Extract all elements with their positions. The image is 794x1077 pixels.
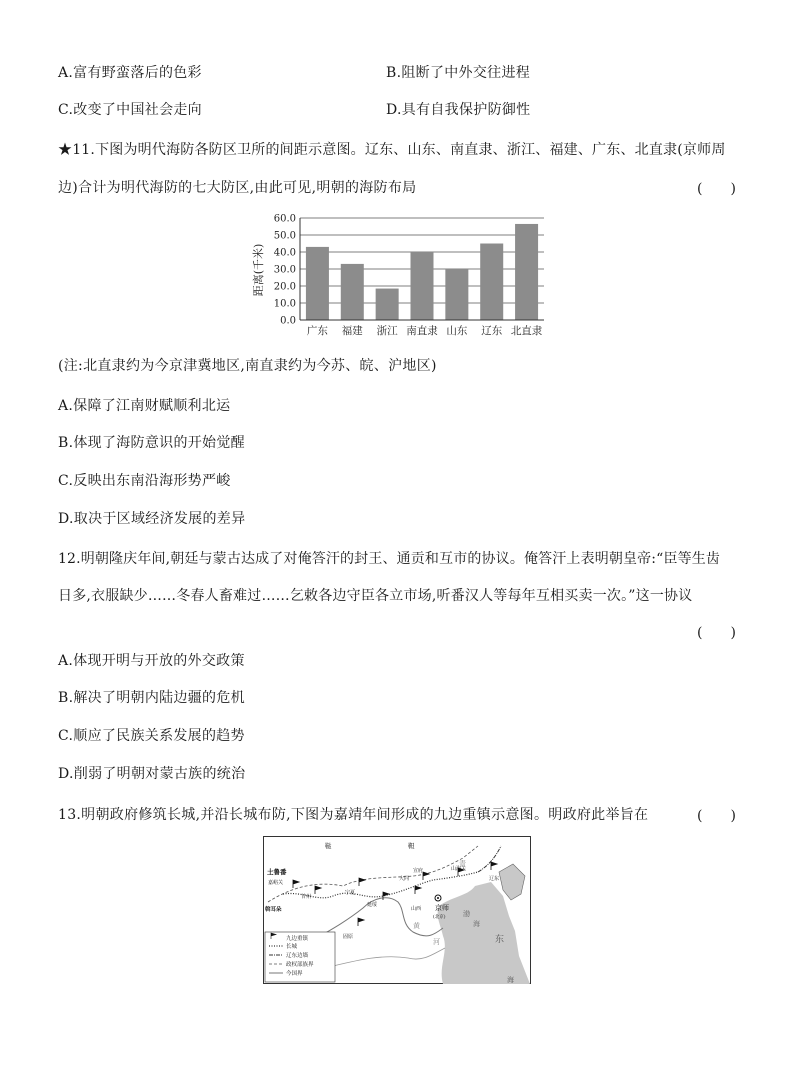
q11-answer-paren[interactable]: ( ): [697, 181, 736, 197]
map-label-wula: 斡耳朵: [265, 907, 282, 913]
q12-option-a[interactable]: A.体现开明与开放的外交政策: [58, 653, 245, 669]
map-label-liaodong: 辽东: [489, 876, 500, 882]
map-label-xuanfu: 宣府: [413, 868, 424, 874]
map-label-bo: 渤: [463, 910, 470, 918]
q10-option-c[interactable]: C.改变了中国社会走向: [58, 102, 202, 118]
q12-option-b[interactable]: B.解决了明朝内陆边疆的危机: [58, 690, 245, 706]
chart-y-axis-label: 距离(千米): [252, 243, 265, 297]
nine-border-garrisons-map: [263, 836, 531, 984]
chart-y-ticks: [274, 214, 296, 327]
q13-stem: 13.明朝政府修筑长城,并沿长城布防,下图为嘉靖年间形成的九边重镇示意图。明政府此举旨在: [58, 807, 649, 823]
map-label-ningxia: 宁夏: [345, 890, 356, 896]
chart-bar: [376, 289, 399, 320]
q10-option-d[interactable]: D.具有自我保护防御性: [386, 102, 531, 118]
chart-x-tick-label: 山东: [446, 325, 468, 337]
q13-answer-paren[interactable]: ( ): [697, 808, 736, 824]
chart-bar: [515, 224, 538, 320]
map-label-jiayuguan: 嘉峪关: [268, 880, 284, 886]
chart-y-tick-label: 10.0: [273, 298, 296, 310]
chart-x-tick-label: 福建: [341, 325, 363, 337]
q11-bar-chart: [248, 208, 548, 348]
chart-x-tick-label: 广东: [306, 325, 328, 337]
chart-bar: [410, 252, 433, 320]
q11-option-b[interactable]: B.体现了海防意识的开始觉醒: [58, 435, 245, 451]
map-label-hai: 海: [507, 976, 514, 984]
q12-stem-line2: 日多,衣服缺少……冬春人畜难过……乞敕各边守臣各立市场,听番汉人等每年互相买卖一次。”这一协议: [58, 588, 693, 604]
chart-x-tick-label: 北直隶: [510, 325, 543, 337]
chart-bar: [480, 244, 503, 321]
map-label-tatar2: 靼: [408, 842, 415, 850]
map-label-yansui: 延绥: [367, 902, 378, 908]
map-label-jingshi: 京师: [435, 904, 449, 912]
chart-x-tick-label: 辽东: [481, 325, 503, 337]
legend-great-wall: 长城: [286, 944, 298, 950]
chart-bar: [306, 247, 329, 320]
q12-answer-paren[interactable]: ( ): [697, 625, 736, 641]
map-label-river: 河: [433, 938, 440, 946]
q11-stem-line2: 边)合计为明代海防的七大防区,由此可见,明朝的海防布局: [58, 180, 417, 196]
chart-y-tick-label: 50.0: [273, 230, 296, 242]
legend-political-boundary: 政权部族界: [286, 962, 314, 968]
map-label-ganzhou: 甘州: [301, 894, 312, 900]
chart-x-ticks: [307, 324, 543, 337]
map-label-tulufan: 土鲁番: [267, 868, 287, 876]
q10-option-a[interactable]: A.富有野蛮落后的色彩: [58, 65, 202, 81]
chart-y-tick-label: 40.0: [273, 247, 296, 259]
map-label-shanxi: 山西: [411, 906, 422, 912]
legend-garrison: 九边重镇: [286, 936, 309, 942]
map-label-guyuan: 固原: [343, 934, 354, 940]
map-legend: [265, 932, 335, 982]
chart-x-tick-label: 浙江: [376, 325, 398, 337]
q10-option-b[interactable]: B.阻断了中外交往进程: [386, 65, 531, 81]
chart-y-tick-label: 0.0: [280, 315, 296, 327]
chart-bar: [341, 264, 364, 320]
q11-stem-line1: ★11.下图为明代海防各防区卫所的间距示意图。辽东、山东、南直隶、浙江、福建、广东、北直隶(京师周: [58, 142, 726, 158]
map-label-qingzang: 青: [459, 860, 466, 868]
q11-note: (注:北直隶约为今京津冀地区,南直隶约为今苏、皖、沪地区): [58, 358, 437, 374]
chart-bars: [306, 224, 538, 320]
chart-y-tick-label: 60.0: [273, 213, 296, 225]
map-label-tatar: 鞑: [325, 842, 332, 850]
q12-stem-line1: 12.明朝隆庆年间,朝廷与蒙古达成了对俺答汗的封王、通贡和互市的协议。俺答汗上表明朝皇帝:“臣等生齿: [58, 551, 721, 567]
chart-bar: [445, 269, 468, 320]
q12-option-c[interactable]: C.顺应了民族关系发展的趋势: [58, 728, 245, 744]
chart-y-tick-label: 30.0: [273, 264, 296, 276]
chart-x-tick-label: 南直隶: [406, 325, 438, 337]
legend-national-border: 今国界: [286, 971, 303, 977]
map-label-dong: 东: [495, 935, 505, 945]
q11-option-a[interactable]: A.保障了江南财赋顺利北运: [58, 398, 231, 414]
q11-option-d[interactable]: D.取决于区域经济发展的差异: [58, 511, 246, 527]
chart-y-tick-label: 20.0: [273, 281, 296, 293]
map-label-beijing: (北京): [433, 915, 446, 920]
map-label-shanhaiguan: 山海关: [451, 866, 467, 872]
map-label-datong: 大同: [399, 876, 410, 882]
map-label-yellow: 黄: [413, 922, 420, 930]
map-label-bo-hai: 海: [473, 920, 480, 928]
q12-option-d[interactable]: D.削弱了明朝对蒙古族的统治: [58, 766, 246, 782]
q11-option-c[interactable]: C.反映出东南沿海形势严峻: [58, 473, 231, 489]
legend-liaodong-wall: 辽东边墙: [286, 953, 309, 959]
